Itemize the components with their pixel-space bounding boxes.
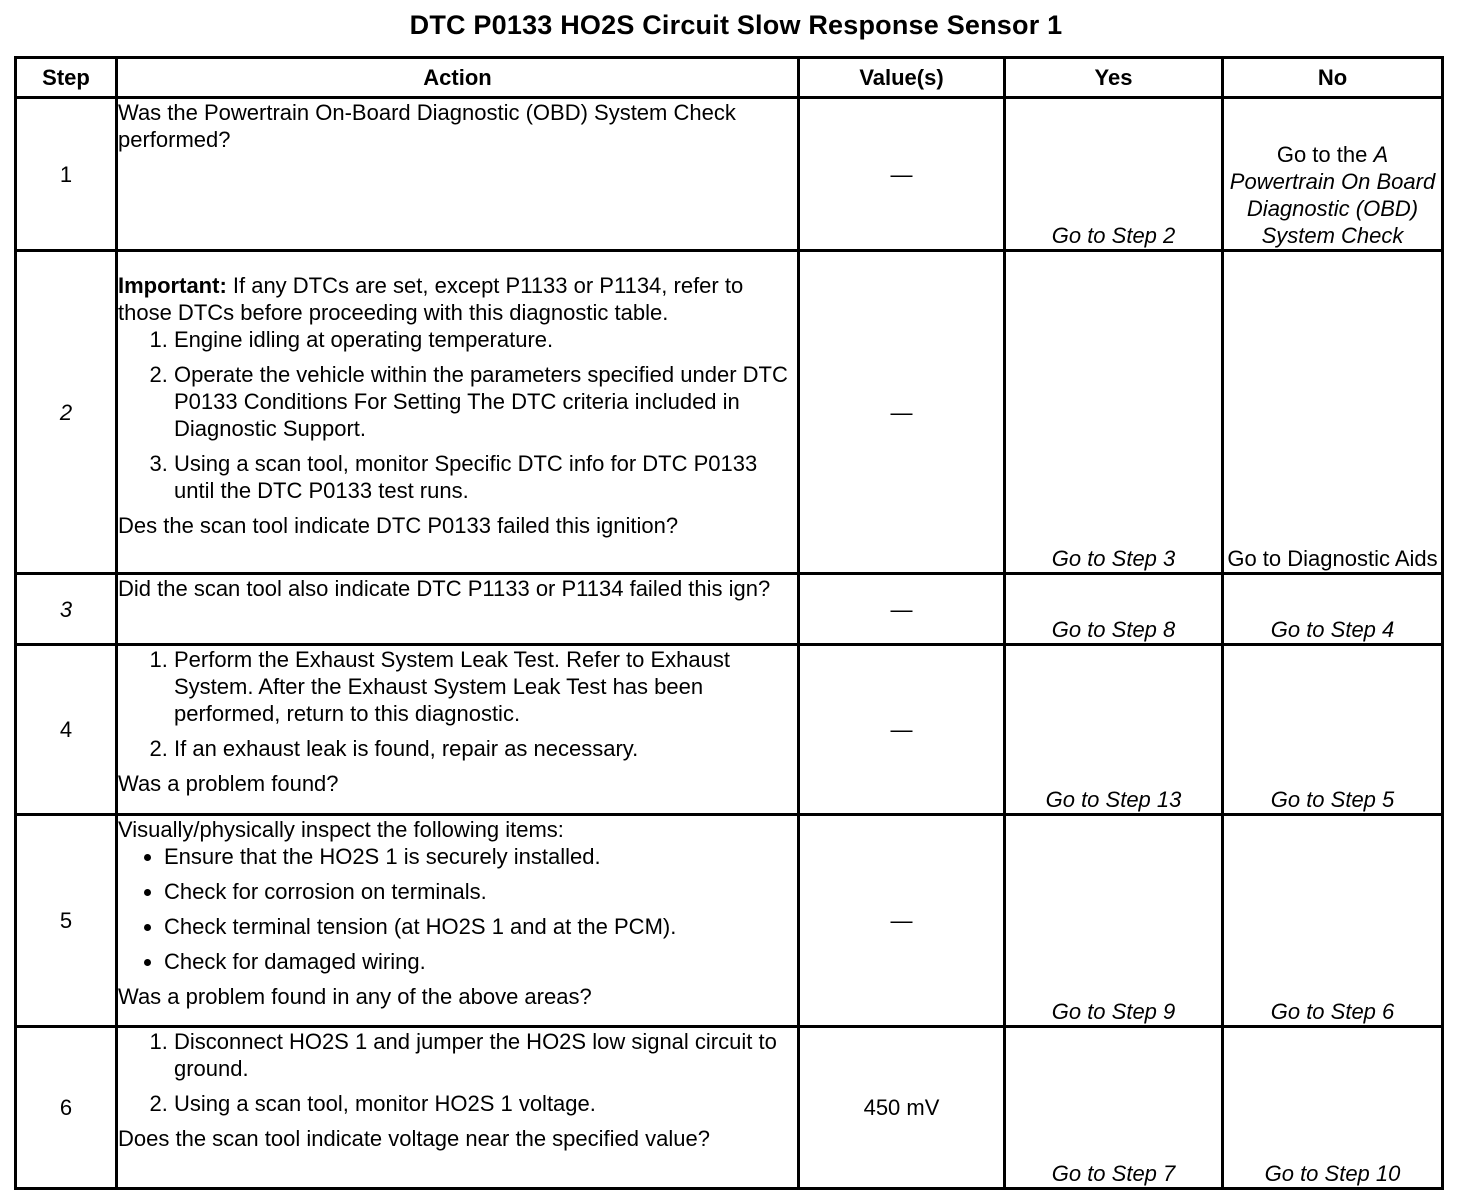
no-cell: Go to Step 5 <box>1223 645 1443 815</box>
no-cell: Go to Step 6 <box>1223 815 1443 1027</box>
table-row-step-4 <box>16 645 1443 815</box>
step-number: 3 <box>16 574 117 645</box>
yes-cell: Go to Step 2 <box>1005 98 1223 251</box>
important-label: Important: <box>118 273 227 298</box>
table-row-step-5 <box>16 815 1443 1027</box>
action-question: Does the scan tool indicate voltage near the specified value? <box>118 1126 710 1151</box>
step-number: 4 <box>16 645 117 815</box>
list-item: 1. Disconnect HO2S 1 and jumper the HO2S low signal circuit to ground. <box>174 1028 797 1082</box>
no-cell: Go to Step 4 <box>1223 574 1443 645</box>
list-item: 1. Perform the Exhaust System Leak Test. Refer to Exhaust System. After the Exhaust System Leak Test has been performed, return to this diagnostic. <box>174 646 797 727</box>
no-cell: Go to Diagnostic Aids <box>1223 251 1443 574</box>
yes-cell: Go to Step 3 <box>1005 251 1223 574</box>
value-cell: — <box>799 98 1005 251</box>
action-cell <box>117 251 799 574</box>
yes-cell: Go to Step 7 <box>1005 1027 1223 1189</box>
header-action: Action <box>117 58 799 98</box>
value-cell: 450 mV <box>799 1027 1005 1189</box>
list-item: 2. Using a scan tool, monitor HO2S 1 voltage. <box>174 1090 797 1117</box>
value-cell: — <box>799 251 1005 574</box>
list-item: • Ensure that the HO2S 1 is securely installed. <box>164 843 797 870</box>
value-cell: — <box>799 815 1005 1027</box>
no-cell: Go to Step 10 <box>1223 1027 1443 1189</box>
action-question: Was a problem found? <box>118 771 339 796</box>
header-step: Step <box>16 58 117 98</box>
important-note <box>118 272 797 326</box>
no-reference: A Powertrain On Board Diagnostic (OBD) System Check <box>1229 142 1436 248</box>
header-values: Value(s) <box>799 58 1005 98</box>
action-question: Did the scan tool also indicate DTC P1133 or P1134 failed this ign? <box>118 576 771 601</box>
action-question: Des the scan tool indicate DTC P0133 failed this ignition? <box>118 513 679 538</box>
action-cell <box>117 815 799 1027</box>
list-item: 2. If an exhaust leak is found, repair as necessary. <box>174 735 797 762</box>
step-number: 1 <box>16 98 117 251</box>
yes-cell: Go to Step 9 <box>1005 815 1223 1027</box>
list-item: • Check for corrosion on terminals. <box>164 878 797 905</box>
important-text: If any DTCs are set, except P1133 or P1134, refer to those DTCs before proceeding with this diagnostic table. <box>118 273 744 325</box>
step-number: 2 <box>16 251 117 574</box>
action-question: Was a problem found in any of the above areas? <box>118 984 592 1009</box>
yes-cell: Go to Step 8 <box>1005 574 1223 645</box>
page-title: DTC P0133 HO2S Circuit Slow Response Sensor 1 <box>409 10 1063 40</box>
list-item: 1. Engine idling at operating temperature. <box>174 326 797 353</box>
inspection-intro: Visually/physically inspect the following items: <box>118 817 564 842</box>
procedure-list <box>118 1028 797 1117</box>
table-row-step-3 <box>16 574 1443 645</box>
list-item: • Check terminal tension (at HO2S 1 and at the PCM). <box>164 913 797 940</box>
header-yes: Yes <box>1005 58 1223 98</box>
action-cell <box>117 98 799 251</box>
action-question: Was the Powertrain On-Board Diagnostic (OBD) System Check performed? <box>118 100 736 152</box>
list-item: 2. Operate the vehicle within the parameters specified under DTC P0133 Conditions For Setting The DTC criteria included in Diagnostic Support. <box>174 361 797 442</box>
diagnostic-table <box>14 56 1444 1190</box>
header-row <box>16 58 1443 98</box>
no-cell <box>1223 98 1443 251</box>
table-row-step-1 <box>16 98 1443 251</box>
table-row-step-6 <box>16 1027 1443 1189</box>
inspection-list <box>118 843 797 975</box>
procedure-list <box>118 646 797 762</box>
list-item: • Check for damaged wiring. <box>164 948 797 975</box>
value-cell: — <box>799 645 1005 815</box>
action-cell <box>117 645 799 815</box>
action-cell <box>117 1027 799 1189</box>
list-item: 3. Using a scan tool, monitor Specific DTC info for DTC P0133 until the DTC P0133 test runs. <box>174 450 797 504</box>
table-row-step-2 <box>16 251 1443 574</box>
procedure-list <box>118 326 797 504</box>
no-prefix: Go to the <box>1276 142 1374 167</box>
value-cell: — <box>799 574 1005 645</box>
step-number: 6 <box>16 1027 117 1189</box>
yes-cell: Go to Step 13 <box>1005 645 1223 815</box>
header-no: No <box>1223 58 1443 98</box>
step-number: 5 <box>16 815 117 1027</box>
action-cell <box>117 574 799 645</box>
